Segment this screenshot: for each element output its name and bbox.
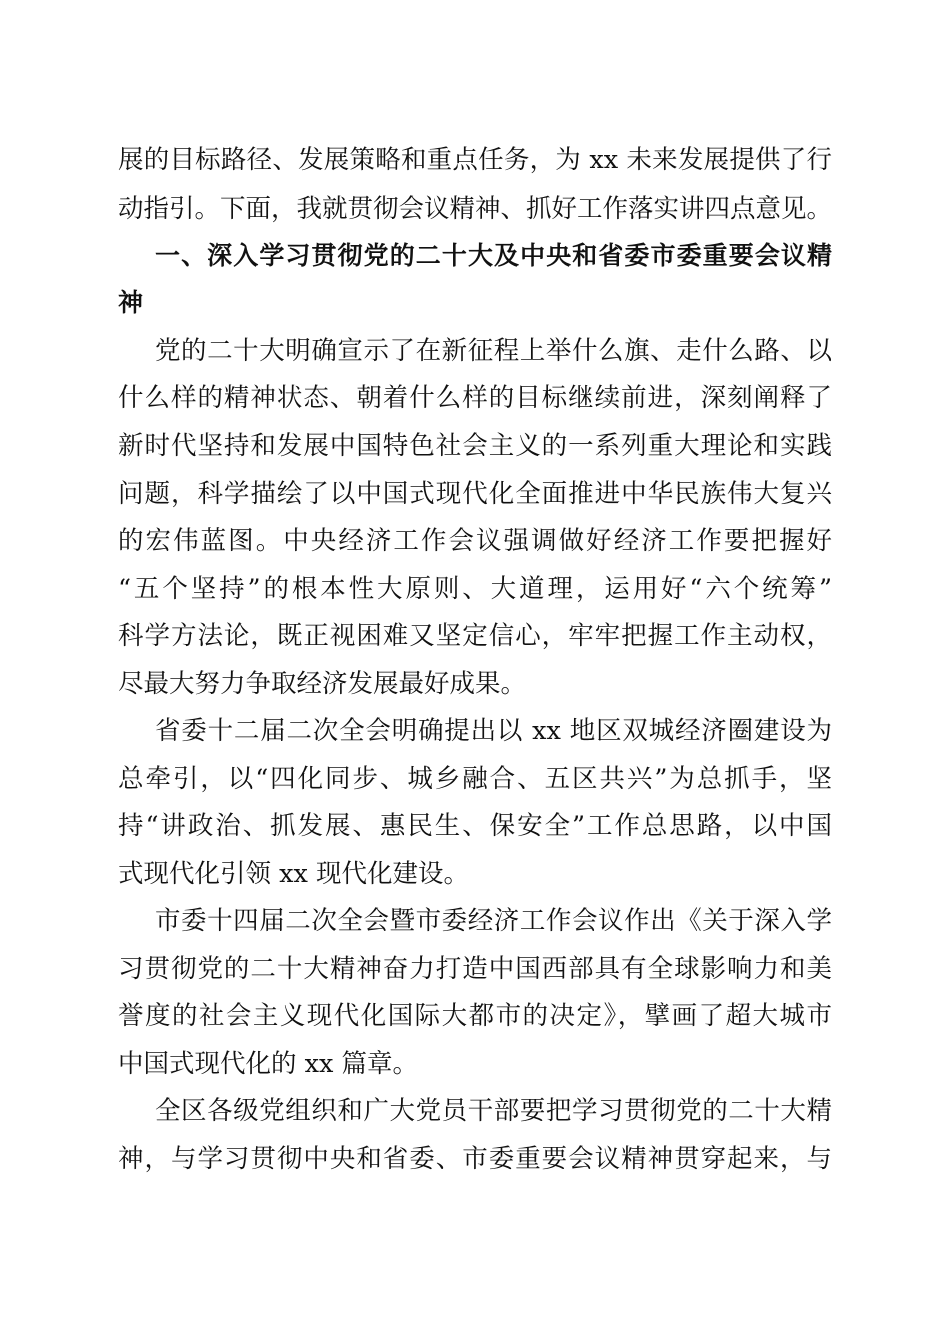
paragraph-line: “五个坚持”的根本性大原则、大道理，运用好“六个统筹”	[118, 574, 832, 604]
paragraph-line: 什么样的精神状态、朝着什么样的目标继续前进，深刻阐释了	[118, 383, 832, 413]
paragraph-line: 新时代坚持和发展中国特色社会主义的一系列重大理论和实践	[118, 431, 832, 461]
paragraph-line: 誉度的社会主义现代化国际大都市的决定》，擘画了超大城市	[118, 1001, 832, 1031]
paragraph-line: 动指引。下面，我就贯彻会议精神、抓好工作落实讲四点意见。	[118, 194, 833, 224]
paragraph-line: 神，与学习贯彻中央和省委、市委重要会议精神贯穿起来，与	[118, 1144, 832, 1174]
paragraph-line: 尽最大努力争取经济发展最好成果。	[118, 669, 527, 699]
paragraph-line: 全区各级党组织和广大党员干部要把学习贯彻党的二十大精	[155, 1096, 832, 1126]
paragraph-line: 问题，科学描绘了以中国式现代化全面推进中华民族伟大复兴	[118, 479, 832, 509]
paragraph-line: 持“讲政治、抓发展、惠民生、保安全”工作总思路，以中国	[118, 811, 832, 841]
paragraph-line: 展的目标路径、发展策略和重点任务，为 xx 未来发展提供了行	[118, 145, 832, 175]
paragraph-line: 的宏伟蓝图。中央经济工作会议强调做好经济工作要把握好	[118, 526, 832, 556]
paragraph-line: 式现代化引领 xx 现代化建设。	[118, 859, 469, 889]
paragraph-line: 总牵引，以“四化同步、城乡融合、五区共兴”为总抓手，坚	[118, 764, 832, 794]
paragraph-line: 省委十二届二次全会明确提出以 xx 地区双城经济圈建设为	[155, 716, 832, 746]
section-heading-line: 一、深入学习贯彻党的二十大及中央和省委市委重要会议精	[155, 241, 832, 270]
paragraph-line: 中国式现代化的 xx 篇章。	[118, 1049, 418, 1079]
paragraph-line: 市委十四届二次全会暨市委经济工作会议作出《关于深入学	[155, 906, 832, 936]
section-heading-line: 神	[118, 288, 144, 317]
paragraph-line: 习贯彻党的二十大精神奋力打造中国西部具有全球影响力和美	[118, 954, 832, 984]
paragraph-line: 科学方法论，既正视困难又坚定信心，牢牢把握工作主动权，	[118, 621, 832, 651]
paragraph-line: 党的二十大明确宣示了在新征程上举什么旗、走什么路、以	[155, 336, 832, 366]
